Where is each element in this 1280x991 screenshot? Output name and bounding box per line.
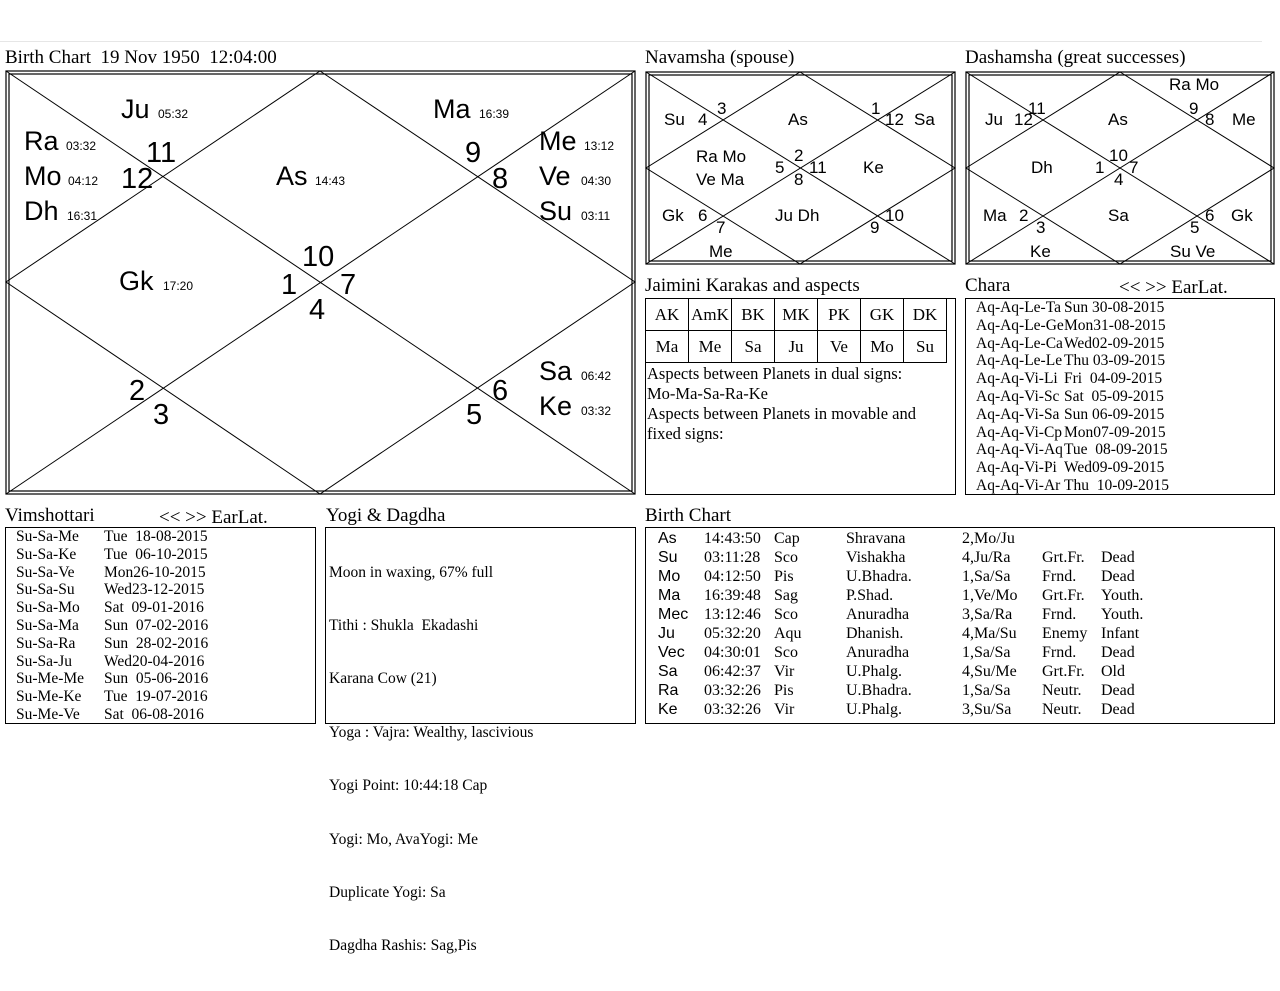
table-cell: 4,Ju/Ra	[962, 549, 1011, 566]
yogi-line: Dagdha Rashis: Sag,Pis	[329, 937, 477, 955]
sign-number: 11	[1028, 99, 1046, 118]
yogi-line: Karana Cow (21)	[329, 670, 437, 688]
vimshottari-nav[interactable]: << >> EarLat.	[159, 507, 268, 528]
table-cell: Pis	[774, 568, 794, 585]
navamsha-label: Ke	[863, 158, 884, 177]
table-cell	[1042, 529, 1101, 548]
svg-text:Sa: Sa	[539, 356, 573, 386]
vimshottari-row-period: Su-Me-Ke	[16, 688, 82, 706]
sign-number: 8	[492, 163, 509, 195]
sign-number: 10	[302, 241, 335, 273]
dashamsha-label: Su Ve	[1170, 242, 1216, 261]
table-cell: 14:43:50	[704, 530, 761, 547]
karaka-header: AK	[646, 299, 689, 331]
karakas-title: Jaimini Karakas and aspects	[645, 275, 860, 296]
chara-row	[976, 299, 1169, 317]
svg-text:04:30: 04:30	[581, 174, 612, 188]
table-cell	[1101, 529, 1151, 548]
vimshottari-row	[16, 528, 208, 546]
dashamsha-label: Ma	[983, 206, 1007, 225]
table-row	[658, 529, 1151, 548]
svg-text:Su: Su	[539, 196, 573, 226]
chara-row-date: Thu 03-09-2015	[1064, 352, 1166, 370]
table-cell: Dhanish.	[846, 625, 904, 642]
sign-number: 11	[809, 158, 827, 177]
vimshottari-row-period: Su-Sa-Ve	[16, 563, 75, 581]
chara-row-date: Thu 10-09-2015	[1064, 476, 1170, 494]
table-row	[658, 586, 1151, 605]
table-cell: Grt.Fr.	[1042, 549, 1085, 566]
chara-row-date: Mon07-09-2015	[1064, 423, 1166, 441]
navamsha-label: Me	[709, 242, 733, 261]
table-cell: Aqu	[774, 625, 802, 642]
table-cell: Sag	[774, 587, 798, 604]
dashamsha-diagram	[965, 71, 1275, 265]
planet-sa	[539, 356, 611, 386]
svg-text:Ma: Ma	[433, 94, 471, 124]
table-cell: Dead	[1101, 568, 1135, 585]
karaka-value: Sa	[732, 331, 775, 363]
table-cell: U.Bhadra.	[846, 568, 912, 585]
sign-number: 5	[466, 399, 483, 431]
table-cell: Grt.Fr.	[1042, 663, 1085, 680]
dashamsha-label: Gk	[1231, 206, 1253, 225]
table-cell: U.Bhadra.	[846, 682, 912, 699]
karaka-header: AmK	[689, 299, 732, 331]
planet-dh	[24, 196, 97, 226]
planet-ra	[24, 126, 96, 156]
table-row	[658, 681, 1151, 700]
dashamsha-title: Dashamsha (great successes)	[965, 47, 1186, 68]
table-cell: P.Shad.	[846, 587, 894, 604]
table-cell: 4,Ma/Su	[962, 625, 1017, 642]
svg-text:As: As	[276, 161, 308, 191]
planet-ke	[539, 391, 611, 421]
aspects-dual-value: Mo-Ma-Sa-Ra-Ke	[647, 384, 768, 403]
chara-row-date: Wed02-09-2015	[1064, 334, 1165, 352]
svg-text:Dh: Dh	[24, 196, 59, 226]
sign-number: 7	[340, 269, 357, 301]
navamsha-label: Ju Dh	[775, 206, 820, 225]
table-cell: Frnd.	[1042, 568, 1077, 585]
table-cell: Cap	[774, 530, 800, 547]
table-cell: As	[658, 530, 677, 547]
chara-row	[976, 335, 1169, 353]
table-cell: Dead	[1101, 701, 1135, 718]
navamsha-title: Navamsha (spouse)	[645, 47, 795, 68]
table-cell: Youth.	[1101, 587, 1144, 604]
table-cell: 4,Su/Me	[962, 663, 1017, 680]
vimshottari-row-date: Tue 18-08-2015	[104, 528, 208, 545]
sign-number: 12	[121, 163, 154, 195]
sign-number: 11	[146, 137, 177, 169]
table-cell: Sco	[774, 606, 798, 623]
chara-row-date: Wed09-09-2015	[1064, 459, 1165, 477]
table-cell: Ma	[658, 587, 681, 604]
vimshottari-row-period: Su-Sa-Me	[16, 528, 79, 545]
chara-row-period: Aq-Aq-Vi-Pi	[976, 459, 1057, 477]
sign-number: 5	[1190, 218, 1200, 237]
chara-row-period: Aq-Aq-Le-Ge	[976, 316, 1064, 334]
karaka-value: Me	[689, 331, 732, 363]
table-cell: 03:32:26	[704, 701, 761, 718]
vimshottari-row-date: Sat 09-01-2016	[104, 599, 204, 617]
table-cell: 3,Su/Sa	[962, 701, 1012, 718]
sign-number: 10	[1109, 146, 1128, 165]
sign-number: 12	[1014, 110, 1033, 129]
table-cell: Frnd.	[1042, 644, 1077, 661]
dashamsha-label: Dh	[1031, 158, 1053, 177]
table-cell: 16:39:48	[704, 587, 761, 604]
chara-row-period: Aq-Aq-Le-Ca	[976, 334, 1063, 352]
planet-mo	[24, 161, 98, 191]
vimshottari-row	[16, 581, 208, 599]
table-cell: 05:32:20	[704, 625, 761, 642]
chara-row-period: Aq-Aq-Vi-Aq	[976, 441, 1063, 459]
svg-text:Ju: Ju	[121, 94, 150, 124]
dashamsha-label: Ke	[1030, 242, 1051, 261]
sign-number: 9	[1189, 99, 1199, 118]
chara-row-date: Tue 08-09-2015	[1064, 441, 1168, 459]
svg-text:Ke: Ke	[539, 391, 573, 421]
chara-row	[976, 370, 1169, 388]
table-cell: Dead	[1101, 682, 1135, 699]
chara-row	[976, 317, 1169, 335]
svg-text:06:42: 06:42	[581, 369, 612, 383]
chara-row-period: Aq-Aq-Vi-Li	[976, 370, 1058, 388]
sign-number: 7	[1129, 158, 1139, 177]
table-cell: Pis	[774, 682, 794, 699]
table-cell: Youth.	[1101, 606, 1144, 623]
birth-chart-diagram	[5, 70, 636, 495]
svg-text:03:11: 03:11	[581, 209, 611, 223]
sign-number: 6	[492, 375, 509, 407]
yogi-line: Moon in waxing, 67% full	[329, 563, 494, 581]
karaka-value: Ju	[775, 331, 818, 363]
chara-row	[976, 352, 1169, 370]
sign-number: 4	[698, 110, 708, 129]
table-row	[658, 605, 1151, 624]
svg-text:17:20: 17:20	[163, 279, 194, 293]
chara-nav[interactable]: << >> EarLat.	[1119, 277, 1228, 298]
yogi-lines	[329, 528, 533, 991]
sign-number: 12	[885, 110, 904, 129]
birth-table-panel	[645, 527, 1275, 724]
vimshottari-row-period: Su-Sa-Su	[16, 581, 75, 599]
table-cell: Su	[658, 549, 678, 566]
karaka-header: BK	[732, 299, 775, 331]
vimshottari-row	[16, 546, 208, 564]
sign-number: 2	[1019, 206, 1029, 225]
planet-gk	[119, 266, 193, 296]
chara-row-date: Sun 06-09-2015	[1064, 405, 1165, 423]
svg-text:Mo: Mo	[24, 161, 62, 191]
karakas-table	[645, 298, 947, 363]
table-cell: Vir	[774, 701, 795, 718]
table-row	[658, 567, 1151, 586]
chara-row-date: Mon31-08-2015	[1064, 316, 1166, 334]
aspects-dual-label: Aspects between Planets in dual signs:	[647, 364, 903, 383]
vimshottari-row-period: Su-Sa-Ke	[16, 545, 77, 563]
table-cell: Ju	[658, 625, 675, 642]
karaka-header: MK	[775, 299, 818, 331]
sign-number: 9	[870, 218, 880, 237]
vimshottari-row	[16, 564, 208, 582]
vimshottari-row-date: Sun 07-02-2016	[104, 616, 209, 634]
table-cell: 03:32:26	[704, 682, 761, 699]
vimshottari-row-date: Tue 06-10-2015	[104, 545, 208, 563]
aspects-movable-label: Aspects between Planets in movable and fixed signs:	[647, 404, 916, 443]
vimshottari-row-period: Su-Me-Ve	[16, 705, 80, 723]
chara-row	[976, 424, 1169, 442]
table-cell: Vir	[774, 663, 795, 680]
top-rule	[0, 41, 1262, 42]
vimshottari-row	[16, 706, 208, 724]
table-cell: 06:42:37	[704, 663, 761, 680]
vimshottari-row-date: Sun 05-06-2016	[104, 670, 209, 688]
yogi-line: Tithi : Shukla Ekadashi	[329, 616, 479, 634]
table-cell: Sco	[774, 644, 798, 661]
chara-row-date: Fri 04-09-2015	[1064, 370, 1163, 388]
vimshottari-row-period: Su-Sa-Ra	[16, 634, 76, 652]
table-row	[658, 662, 1151, 681]
sign-number: 1	[871, 99, 881, 118]
vimshottari-row-period: Su-Sa-Ma	[16, 616, 79, 634]
chara-row-period: Aq-Aq-Le-Ta	[976, 299, 1061, 316]
vimshottari-title: Vimshottari	[5, 505, 95, 526]
navamsha-label: Sa	[914, 110, 935, 129]
chara-row-period: Aq-Aq-Le-Le	[976, 352, 1063, 370]
planet-ju	[121, 94, 188, 124]
navamsha-label: Ra Mo	[696, 147, 747, 166]
table-cell: Shravana	[846, 530, 906, 547]
table-cell: Dead	[1101, 549, 1135, 566]
table-cell: 1,Ve/Mo	[962, 587, 1018, 604]
chara-row-date: Sat 05-09-2015	[1064, 387, 1164, 405]
table-cell: 13:12:46	[704, 606, 761, 623]
dashamsha-label: Me	[1232, 110, 1256, 129]
planet-ve	[539, 161, 611, 191]
aspects-text	[647, 364, 952, 444]
karaka-value: Ma	[646, 331, 689, 363]
table-cell: Anuradha	[846, 606, 910, 623]
vimshottari-row-date: Sun 28-02-2016	[104, 634, 209, 652]
chara-row	[976, 406, 1169, 424]
sign-number: 8	[794, 170, 804, 189]
table-cell: Neutr.	[1042, 701, 1082, 718]
table-row	[658, 700, 1151, 719]
svg-text:14:43: 14:43	[315, 174, 346, 188]
planet-su	[539, 196, 610, 226]
navamsha-diagram	[645, 71, 956, 265]
table-cell: Mo	[658, 568, 681, 585]
table-row	[658, 643, 1151, 662]
chara-row-period: Aq-Aq-Vi-Cp	[976, 423, 1063, 441]
table-cell: 1,Sa/Sa	[962, 682, 1011, 699]
table-cell: 1,Sa/Sa	[962, 644, 1011, 661]
navamsha-label: Ve Ma	[696, 170, 745, 189]
chara-list	[976, 299, 1169, 495]
planet-ma	[433, 94, 509, 124]
vimshottari-row	[16, 617, 208, 635]
table-cell: Vec	[658, 644, 685, 661]
table-row	[658, 624, 1151, 643]
svg-text:Gk: Gk	[119, 266, 154, 296]
sign-number: 10	[885, 206, 904, 225]
chara-row	[976, 388, 1169, 406]
birth-table-title: Birth Chart	[645, 505, 732, 526]
table-cell: Old	[1101, 663, 1125, 680]
table-cell: U.Phalg.	[846, 701, 902, 718]
table-cell: 3,Sa/Ra	[962, 606, 1013, 623]
karaka-header: GK	[861, 299, 904, 331]
vimshottari-row-date: Sat 06-08-2016	[104, 705, 204, 723]
karaka-header: DK	[904, 299, 947, 331]
sign-number: 2	[794, 146, 804, 165]
svg-text:Ve: Ve	[539, 161, 571, 191]
sign-number: 1	[281, 269, 298, 301]
planet-me	[539, 126, 614, 156]
svg-text:Me: Me	[539, 126, 577, 156]
yogi-title: Yogi & Dagdha	[326, 505, 446, 526]
karaka-value: Su	[904, 331, 947, 363]
dashamsha-label: Sa	[1108, 206, 1129, 225]
chara-row-date: Sun 30-08-2015	[1064, 299, 1165, 316]
table-cell: 04:30:01	[704, 644, 761, 661]
table-cell: 04:12:50	[704, 568, 761, 585]
vimshottari-row-date: Wed23-12-2015	[104, 581, 205, 599]
dashamsha-label: Ra Mo	[1169, 75, 1220, 94]
vimshottari-row-date: Tue 19-07-2016	[104, 688, 208, 706]
table-cell: Sco	[774, 549, 798, 566]
sign-number: 5	[775, 158, 785, 177]
sign-number: 9	[465, 137, 482, 169]
sign-number: 3	[717, 99, 727, 118]
chara-row-period: Aq-Aq-Vi-Ar	[976, 476, 1061, 494]
sign-number: 6	[1205, 206, 1215, 225]
vimshottari-row	[16, 653, 208, 671]
planet-as	[276, 161, 345, 191]
birth-chart-title: Birth Chart 19 Nov 1950 12:04:00	[5, 47, 277, 68]
karaka-header: PK	[818, 299, 861, 331]
chara-panel	[965, 298, 1275, 495]
vimshottari-row-period: Su-Sa-Mo	[16, 599, 80, 617]
table-cell: 2,Mo/Ju	[962, 530, 1015, 547]
table-cell: Enemy	[1042, 625, 1088, 642]
table-cell: Infant	[1101, 625, 1140, 642]
vimshottari-row	[16, 688, 208, 706]
table-cell: Ke	[658, 701, 678, 718]
chara-row	[976, 441, 1169, 459]
table-cell: Dead	[1101, 644, 1135, 661]
karaka-value: Ve	[818, 331, 861, 363]
navamsha-label: Gk	[662, 206, 684, 225]
table-cell: Frnd.	[1042, 606, 1077, 623]
svg-text:16:31: 16:31	[67, 209, 98, 223]
vimshottari-row	[16, 635, 208, 653]
birth-table	[658, 529, 1151, 719]
vimshottari-row-period: Su-Sa-Ju	[16, 652, 72, 670]
chara-row	[976, 459, 1169, 477]
vimshottari-row-date: Mon26-10-2015	[104, 563, 206, 581]
vimshottari-list	[16, 528, 208, 724]
chara-row-period: Aq-Aq-Vi-Sa	[976, 405, 1060, 423]
navamsha-label: As	[788, 110, 808, 129]
karaka-value: Mo	[861, 331, 904, 363]
svg-text:04:12: 04:12	[68, 174, 99, 188]
yogi-line: Yoga : Vajra: Wealthy, lascivious	[329, 723, 534, 741]
table-cell: Mec	[658, 606, 689, 623]
vimshottari-row-date: Wed20-04-2016	[104, 652, 205, 670]
sign-number: 4	[1114, 170, 1124, 189]
yogi-line: Yogi Point: 10:44:18 Cap	[329, 777, 488, 795]
vimshottari-panel	[5, 527, 316, 724]
sign-number: 6	[698, 206, 708, 225]
table-cell: Vishakha	[846, 549, 906, 566]
table-cell: 1,Sa/Sa	[962, 568, 1011, 585]
sign-number: 4	[309, 294, 326, 326]
dashamsha-label: Ju	[985, 110, 1003, 129]
svg-text:05:32: 05:32	[158, 107, 189, 121]
vimshottari-row-period: Su-Me-Me	[16, 670, 85, 688]
table-cell: Anuradha	[846, 644, 910, 661]
yogi-line: Yogi: Mo, AvaYogi: Me	[329, 830, 479, 848]
table-cell: Sa	[658, 663, 678, 680]
sign-number: 7	[716, 218, 726, 237]
vimshottari-row	[16, 599, 208, 617]
svg-text:Ra: Ra	[24, 126, 59, 156]
navamsha-label: Su	[664, 110, 685, 129]
sign-number: 3	[153, 399, 170, 431]
sign-number: 1	[1095, 158, 1105, 177]
table-cell: Neutr.	[1042, 682, 1082, 699]
yogi-panel	[325, 527, 636, 955]
svg-text:16:39: 16:39	[479, 107, 510, 121]
sign-number: 2	[129, 375, 146, 407]
svg-text:13:12: 13:12	[584, 139, 615, 153]
table-cell: U.Phalg.	[846, 663, 902, 680]
svg-text:03:32: 03:32	[66, 139, 97, 153]
sign-number: 8	[1205, 110, 1215, 129]
dashamsha-label: As	[1108, 110, 1128, 129]
sign-number: 3	[1036, 218, 1046, 237]
table-cell: 03:11:28	[704, 549, 761, 566]
vimshottari-row	[16, 670, 208, 688]
table-row	[658, 548, 1151, 567]
svg-text:03:32: 03:32	[581, 404, 612, 418]
yogi-line: Duplicate Yogi: Sa	[329, 883, 446, 901]
table-cell: Grt.Fr.	[1042, 587, 1085, 604]
chara-row-period: Aq-Aq-Vi-Sc	[976, 387, 1060, 405]
chara-row	[976, 477, 1169, 495]
chara-title: Chara	[965, 275, 1011, 296]
table-cell: Ra	[658, 682, 679, 699]
